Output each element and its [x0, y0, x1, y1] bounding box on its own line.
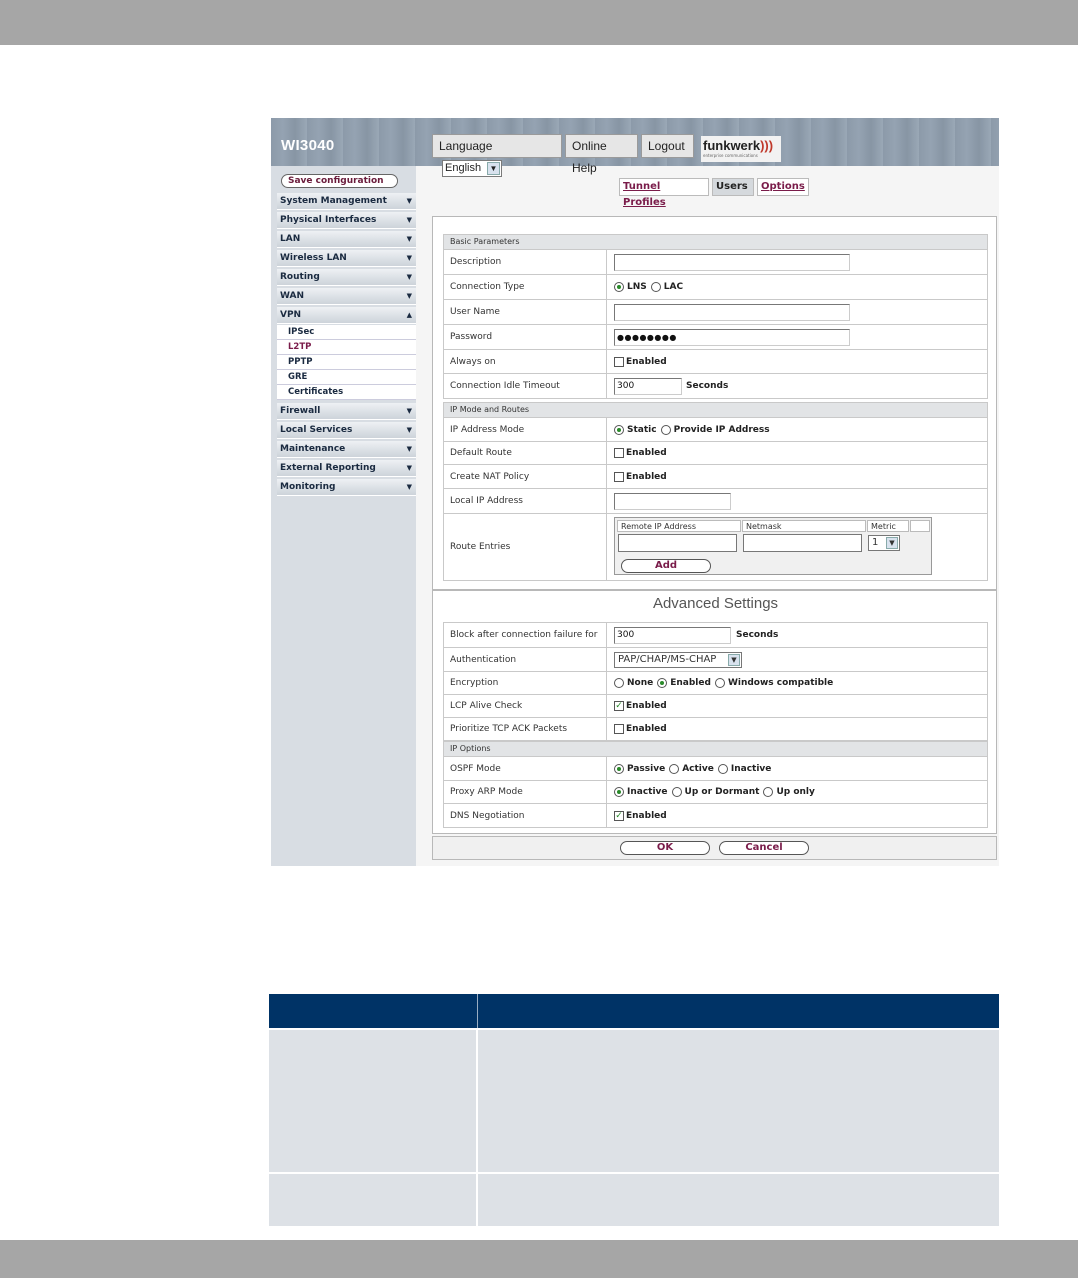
password-input[interactable]: ●●●●●●●●	[614, 329, 850, 346]
col-metric: Metric	[867, 520, 909, 532]
radio-arp-up-only[interactable]	[763, 787, 773, 797]
row-password	[443, 325, 988, 350]
ok-button[interactable]: OK	[620, 841, 710, 855]
tab-options[interactable]: Options	[757, 178, 809, 196]
col-netmask: Netmask	[742, 520, 866, 532]
arp-up-dormant-label: Up or Dormant	[684, 787, 760, 797]
sidebar-subitem-certificates[interactable]: Certificates	[277, 385, 416, 400]
create-nat-label: Create NAT Policy	[450, 471, 530, 482]
tab-users[interactable]: Users	[712, 178, 754, 196]
sidebar-item-system-management[interactable]: System Management ▼	[277, 193, 416, 210]
sidebar-item-routing[interactable]: Routing ▼	[277, 269, 416, 286]
proxy-arp-label: Proxy ARP Mode	[450, 787, 523, 797]
tcp-ack-label: Prioritize TCP ACK Packets	[450, 724, 568, 734]
lac-label: LAC	[663, 282, 684, 292]
sidebar-subitem-l2tp[interactable]: L2TP	[277, 340, 416, 355]
radio-enc-windows[interactable]	[715, 678, 725, 688]
ospf-passive-label: Passive	[627, 763, 666, 774]
lcp-alive-label: LCP Alive Check	[450, 701, 523, 711]
ospf-mode-label: OSPF Mode	[450, 763, 501, 774]
caret-down-icon: ▼	[406, 464, 412, 472]
always-on-enabled-label: Enabled	[626, 356, 667, 367]
logo-tagline: enterprise communications	[703, 153, 758, 158]
radio-ospf-active[interactable]	[669, 764, 679, 774]
sidebar-item-monitoring[interactable]: Monitoring ▼	[277, 479, 416, 496]
ospf-inactive-label: Inactive	[730, 763, 772, 774]
lns-label: LNS	[627, 282, 647, 292]
create-nat-enabled-label: Enabled	[626, 471, 667, 482]
ospf-active-label: Active	[682, 763, 714, 774]
chevron-down-icon: ▼	[487, 162, 500, 175]
idle-timeout-unit: Seconds	[686, 381, 729, 391]
online-help-button[interactable]: Online Help	[565, 134, 638, 158]
authentication-value: PAP/CHAP/MS-CHAP	[618, 653, 717, 665]
local-ip-input[interactable]	[614, 493, 731, 510]
authentication-select[interactable]	[614, 652, 742, 668]
sidebar-item-maintenance[interactable]: Maintenance ▼	[277, 441, 416, 458]
section-ip-options: IP Options	[443, 741, 988, 757]
row-create-nat	[443, 465, 988, 489]
always-on-checkbox[interactable]	[614, 357, 624, 367]
caret-down-icon: ▼	[406, 254, 412, 262]
enc-windows-label: Windows compatible	[727, 678, 834, 688]
caret-up-icon: ▲	[406, 311, 412, 319]
row-tcp-ack	[443, 718, 988, 741]
doc-table-header	[269, 994, 999, 1028]
section-ip-mode-routes: IP Mode and Routes	[443, 402, 988, 418]
password-label: Password	[450, 332, 493, 342]
remote-ip-input[interactable]	[618, 534, 737, 552]
row-ip-address-mode	[443, 418, 988, 442]
caret-down-icon: ▼	[406, 235, 412, 243]
authentication-label: Authentication	[450, 654, 517, 665]
encryption-label: Encryption	[450, 678, 499, 688]
enc-enabled-label: Enabled	[670, 678, 711, 688]
lcp-enabled-label: Enabled	[626, 701, 667, 711]
radio-enc-none[interactable]	[614, 678, 624, 688]
radio-lac[interactable]	[651, 282, 661, 292]
row-dns-negotiation	[443, 804, 988, 828]
caret-down-icon: ▼	[406, 216, 412, 224]
row-proxy-arp	[443, 781, 988, 804]
radio-ospf-inactive[interactable]	[718, 764, 728, 774]
block-unit: Seconds	[736, 630, 779, 640]
route-entries-label: Route Entries	[450, 542, 511, 552]
dns-negotiation-label: DNS Negotiation	[450, 810, 525, 821]
app-header	[271, 118, 999, 175]
metric-select[interactable]	[868, 535, 900, 551]
row-description	[443, 250, 988, 275]
language-selector[interactable]	[432, 134, 562, 175]
dns-enabled-label: Enabled	[626, 810, 667, 821]
connection-type-label: Connection Type	[450, 282, 525, 292]
section-basic-parameters: Basic Parameters	[443, 234, 988, 250]
logout-button[interactable]: Logout	[641, 134, 694, 158]
default-route-enabled-label: Enabled	[626, 448, 667, 458]
description-label: Description	[450, 257, 502, 267]
idle-timeout-label: Connection Idle Timeout	[450, 381, 560, 391]
sidebar-subitem-gre[interactable]: GRE	[277, 370, 416, 385]
advanced-settings-title: Advanced Settings	[652, 595, 779, 612]
sidebar-item-lan[interactable]: LAN ▼	[277, 231, 416, 248]
row-route-entries	[443, 514, 988, 581]
row-connection-type	[443, 275, 988, 300]
doc-table-row	[269, 1174, 999, 1226]
provide-ip-label: Provide IP Address	[673, 424, 770, 435]
language-label: Language	[439, 139, 493, 153]
user-name-input[interactable]	[614, 304, 850, 321]
caret-down-icon: ▼	[406, 197, 412, 205]
row-authentication	[443, 648, 988, 672]
create-nat-checkbox[interactable]	[614, 472, 624, 482]
row-local-ip	[443, 489, 988, 514]
sidebar-item-local-services[interactable]: Local Services ▼	[277, 422, 416, 439]
chevron-down-icon: ▼	[886, 537, 898, 549]
document-top-bar	[0, 0, 1078, 45]
form-footer	[432, 836, 997, 860]
caret-down-icon: ▼	[406, 407, 412, 415]
col-remote-ip: Remote IP Address	[617, 520, 741, 532]
metric-value: 1	[872, 537, 879, 548]
lcp-alive-checkbox[interactable]: ✓	[615, 701, 623, 711]
funkwerk-logo	[701, 136, 781, 162]
sidebar-item-firewall[interactable]: Firewall ▼	[277, 403, 416, 420]
row-always-on	[443, 350, 988, 374]
device-title: WI3040	[281, 137, 335, 154]
tcp-ack-checkbox[interactable]	[614, 724, 624, 734]
enc-none-label: None	[627, 678, 654, 688]
radio-lns[interactable]	[614, 282, 624, 292]
logo-wordmark: funkwerk)))	[703, 138, 774, 153]
document-bottom-bar	[0, 1240, 1078, 1278]
user-name-label: User Name	[450, 307, 500, 317]
row-lcp-alive	[443, 695, 988, 718]
row-default-route	[443, 442, 988, 465]
tab-tunnel-profiles[interactable]: Tunnel Profiles	[619, 178, 709, 196]
main-content	[432, 166, 999, 866]
row-encryption	[443, 672, 988, 695]
sidebar-item-wireless-lan[interactable]: Wireless LAN ▼	[277, 250, 416, 267]
netmask-input[interactable]	[743, 534, 862, 552]
always-on-label: Always on	[450, 356, 496, 367]
sidebar-subitem-ipsec[interactable]: IPSec	[277, 325, 416, 340]
default-route-checkbox[interactable]	[614, 448, 624, 458]
save-configuration-button[interactable]: Save configuration	[281, 174, 398, 188]
radio-ospf-passive[interactable]	[614, 764, 624, 774]
sidebar-item-external-reporting[interactable]: External Reporting ▼	[277, 460, 416, 477]
add-route-button[interactable]: Add	[621, 559, 711, 573]
chevron-down-icon: ▼	[728, 654, 740, 666]
cancel-button[interactable]: Cancel	[719, 841, 809, 855]
sidebar-item-wan[interactable]: WAN ▼	[277, 288, 416, 305]
sidebar-item-physical-interfaces[interactable]: Physical Interfaces ▼	[277, 212, 416, 229]
radio-arp-inactive[interactable]	[614, 787, 624, 797]
static-label: Static	[627, 424, 657, 435]
row-ospf-mode	[443, 757, 988, 781]
sidebar-subitem-pptp[interactable]: PPTP	[277, 355, 416, 370]
default-route-label: Default Route	[450, 448, 512, 458]
ip-address-mode-label: IP Address Mode	[450, 424, 525, 435]
arp-up-only-label: Up only	[776, 787, 815, 797]
arp-inactive-label: Inactive	[627, 787, 668, 797]
block-after-failure-input[interactable]: 300	[614, 627, 731, 644]
caret-down-icon: ▼	[406, 483, 412, 491]
caret-down-icon: ▼	[406, 445, 412, 453]
row-block-after-failure	[443, 622, 988, 648]
tcp-ack-enabled-label: Enabled	[626, 724, 667, 734]
radio-arp-up-dormant[interactable]	[672, 787, 682, 797]
language-value: English	[445, 162, 482, 175]
dns-negotiation-checkbox[interactable]: ✓	[615, 810, 623, 821]
row-idle-timeout	[443, 374, 988, 399]
row-user-name	[443, 300, 988, 325]
caret-down-icon: ▼	[406, 273, 412, 281]
local-ip-label: Local IP Address	[450, 496, 523, 506]
sidebar	[271, 166, 416, 866]
idle-timeout-input[interactable]: 300	[614, 378, 682, 395]
sidebar-item-vpn[interactable]: VPN ▲	[277, 307, 416, 324]
caret-down-icon: ▼	[406, 426, 412, 434]
basic-settings-panel	[432, 216, 997, 590]
block-after-failure-label: Block after connection failure for	[450, 630, 598, 640]
radio-provide-ip[interactable]	[661, 425, 671, 435]
advanced-settings-panel	[432, 590, 997, 834]
doc-table-row	[269, 1030, 999, 1172]
caret-down-icon: ▼	[406, 292, 412, 300]
screenshot-frame	[271, 118, 999, 866]
description-input[interactable]	[614, 254, 850, 271]
radio-static[interactable]	[614, 425, 624, 435]
radio-enc-enabled[interactable]	[657, 678, 667, 688]
route-entries-table	[614, 517, 932, 575]
col-action	[910, 520, 930, 532]
